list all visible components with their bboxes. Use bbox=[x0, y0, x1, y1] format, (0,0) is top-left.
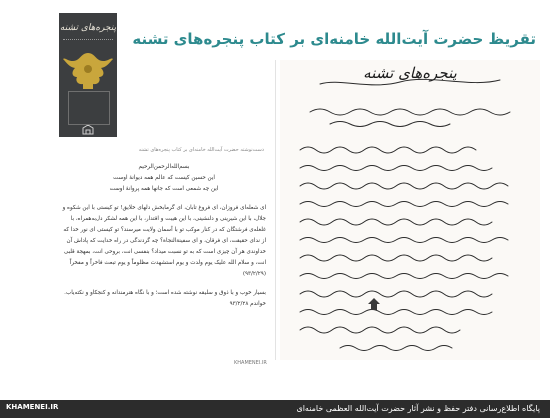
verse-line-2: این چه شمعی است که جانها همه پروانهٔ اوست bbox=[109, 186, 219, 192]
book-cover-image bbox=[59, 13, 117, 137]
image-caption: دست‌نوشته حضرت آیت‌الله خامنه‌ای بر کتاب پنجره‌های تشنه bbox=[138, 147, 264, 153]
handwritten-manuscript-image bbox=[280, 60, 540, 360]
manuscript-title: پنجره‌های تشنه bbox=[363, 64, 457, 82]
typed-transcription bbox=[62, 162, 266, 310]
cover-ornament-icon bbox=[59, 49, 117, 93]
cover-frame bbox=[68, 91, 110, 125]
verse-line-1: این حسین کیست که عالم همه دیوانهٔ اوست bbox=[113, 175, 215, 181]
publisher-logo-icon bbox=[82, 125, 94, 135]
handwriting-scribble bbox=[280, 60, 540, 360]
cover-divider bbox=[63, 39, 113, 43]
column-divider bbox=[275, 60, 276, 360]
transcription-note: بسیار خوب و با ذوق و سلیقه نوشته شده است؛ و با نگاه هنرمندانه و کنجکاو و نکته‌یاب. خواندم ۹۳/۲/۲۸ bbox=[64, 290, 266, 307]
footer-credit-text: پایگاه اطلاع‌رسانی دفتر حفظ و نشر آثار حضرت آیت‌الله العظمی خامنه‌ای bbox=[296, 404, 540, 413]
basmala: بسم‌الله‌الرحمن‌الرحیم bbox=[138, 164, 190, 170]
site-watermark: KHAMENEI.IR bbox=[234, 360, 267, 366]
site-logo[interactable]: KHAMENEI.IR bbox=[6, 403, 59, 411]
transcription-body: ای شعله‌ای فروزان، ای فروغ تابان، ای گرمابخش دلهای خلایق! تو کیستی با این شکوه و جلال، با این شیرینی و دلنشینی، با این هیبت و اقتدار، با این همه لشکر دل‌به‌همراه، با غلغله‌ی فرشتگان که در کنار موکب تو با آسمان ولایت میرسند؟ تو کیستی ای نور خدا که از ندای حقیقت، ای فرقان، و ای سفینة‌النجاة؟ چه گردندگی در راه خدایت که پاداش آن خداوندی هر آن چیزی است که به تو نسبت میداد؟ بنفسی انت، بروحی انت، بمهجة قلبی انت، و سلام الله علیک یوم ولدت و یوم استشهدت مظلوماً و یوم تبعث فاخراً و مفخراً (۹۳/۲/۲۹) bbox=[62, 205, 266, 277]
cover-title: پنجره‌های تشنه bbox=[59, 23, 117, 33]
page-title: تقریظ حضرت آیت‌الله خامنه‌ای بر کتاب پنجره‌های تشنه bbox=[132, 30, 536, 48]
